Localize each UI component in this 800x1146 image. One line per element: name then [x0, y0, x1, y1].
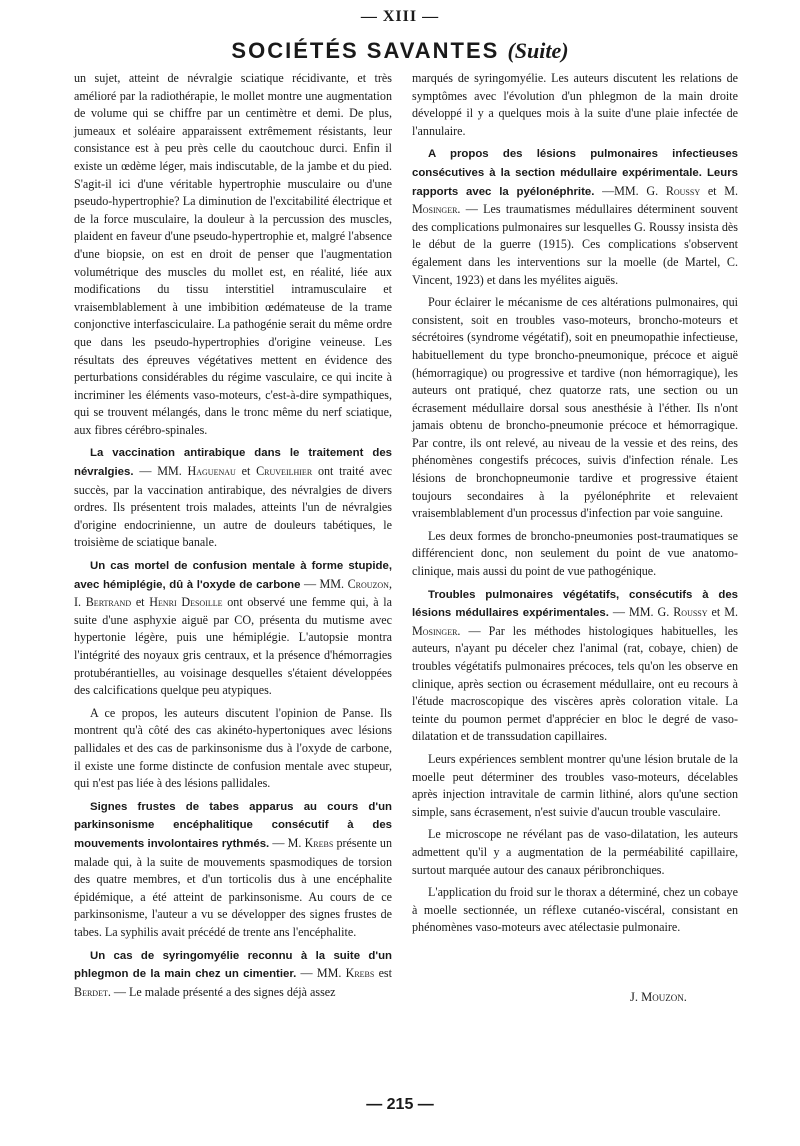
- article-title: La vaccination antirabique dans le traitement des névralgies.: [74, 447, 392, 479]
- author: Henri Desoille: [149, 595, 223, 610]
- author: Cruveilhier: [256, 464, 313, 479]
- signature: J. Mouzon.: [630, 990, 687, 1004]
- article-title: A propos des lésions pulmonaires infectieuses consécutives à la section médullaire expérimentale. Leurs rapports avec la pyélonéphrite.: [412, 148, 738, 198]
- section-number: — XIII —: [360, 8, 440, 25]
- author: Mosinger: [412, 202, 458, 217]
- paragraph: Leurs expériences semblent montrer qu'une lésion brutale de la moelle peut déterminer des troubles vaso-moteurs, décelables après injection intravitale de carmin lithiné, alors qu'une section simple, sans écrasement, n'est suivie d'aucun trouble vasculaire.: [412, 751, 738, 819]
- author: G. Roussy: [646, 183, 701, 198]
- article: Un cas de syringomyélie reconnu à la suite d'un phlegmon de la main chez un cimentier. — MM. Krebs est Berdet. — Le malade présenté a des signes déjà assez: [74, 949, 392, 999]
- page-number: — 215 —: [366, 1096, 434, 1113]
- author: Krebs: [345, 966, 375, 981]
- author: Berdet: [74, 984, 108, 999]
- author: Mosinger: [412, 623, 458, 638]
- paragraph: marqués de syringomyélie. Les auteurs discutent les relations de symptômes avec l'évolution d'un phlegmon de la main droite développé il y a quelques mois à la suite d'une plaie infectée de l'annulaire.: [412, 71, 738, 138]
- article: Un cas mortel de confusion mentale à forme stupide, avec hémiplégie, dû à l'oxyde de carbone — MM. Crouzon, I. Bertrand et Henri Desoille ont observé une femme qui, à la suite d'une asphyxie aiguë par CO, présenta du mutisme avec hypertonie légère, puis une hémiplégie. L'autopsie montra l'intégrité des noyaux gris centraux, et la présence d'hémorragies protubérantielles, au voisinage desquelles s'étaient développées des calcifications quelque peu atypiques.: [74, 560, 393, 698]
- article: Troubles pulmonaires végétatifs, consécutifs à des lésions médullaires expérimentales. — MM. G. Roussy et M. Mosinger. — Par les méthodes histologiques habituelles, les auteurs, n'ayant pu déceler chez l'animal (rat, cobaye, chien) de troubles végétatifs pulmonaires précoces, tels qu'on les observe en clinique, après section ou écrasement médullaire, ont eu recours à l'étude macroscopique des viscères après coloration vitale. La teinte du poumon permet d'apprécier en bloc le degré de vaso-dilatation et de transsudation capillaires.: [412, 588, 739, 744]
- article-title: Signes frustes de tabes apparus au cours d'un parkinsonisme encéphalitique consécutif à des mouvements involontaires rythmés.: [74, 800, 392, 850]
- page-title: [0, 38, 800, 64]
- paragraph: Le microscope ne révélant pas de vaso-dilatation, les auteurs admettent qu'il y a augmentation de la perméabilité capillaire, surtout marquée autour des canaux péribronchiques.: [412, 827, 738, 877]
- page-title-suite: (Suite): [507, 38, 569, 63]
- author: Haguenau: [187, 464, 236, 479]
- author: Crouzon, I. Bertrand: [74, 576, 392, 610]
- paragraph: un sujet, atteint de névralgie sciatique récidivante, et très amélioré par la radiothérapie, le mollet montre une augmentation de volume qui se chiffre par un centimètre et demi. De plus, jumeaux et soléaire apparaissent extrêmement résistants, leur consistance est à peu près celle du caoutchouc durci. Enfin il existe un œdème léger, mais indiscutable, de la jambe et du pied. S'agit-il ici d'une véritable hypertrophie musculaire ou d'une pseudo-hypertrophie? La diminution de l'excitabilité électrique et de la force musculaire, la douleur à la percussion des muscles, plaident en faveur d'une pseudo-hypertrophie et, malgré l'absence d'une biopsie, on est en droit de penser que l'augmentation volumétrique des muscles du mollet est, en réalité, liée aux modifications du tissu interstitiel intramusculaire et vraisemblablement à une imbibition œdémateuse de la trame conjonctive interfasciculaire. La pathogénie serait du même ordre que dans les pseudo-hypertrophies d'origine veineuse. Les résultats des épreuves végétatives mettent en évidence des perturbations considérables du régime vasculaire, ce qui incite à incriminer les éléments vaso-moteurs, c'est-à-dire sympathiques, qui se trouvent mélangés, dans le tronc même du nerf sciatique, aux fibres cérébro-spinales.: [74, 71, 392, 437]
- article: A propos des lésions pulmonaires infectieuses consécutives à la section médullaire expérimentale. Leurs rapports avec la pyélonéphrite. —MM. G. Roussy et M. Mosinger. — Les traumatismes médullaires déterminent souvent des complications pulmonaires sur lesquelles G. Roussy insista dès le début de la guerre (1915). Ces complications s'observent également dans les interventions sur la moelle (de Martel, C. Vincent, 1923) et dans les myélites aiguës.: [412, 148, 739, 287]
- page-title-text: SOCIÉTÉS SAVANTES: [231, 38, 500, 63]
- left-column: [74, 70, 392, 1001]
- article: La vaccination antirabique dans le traitement des névralgies. — MM. Haguenau et Cruveilhier ont traité avec succès, par la vaccination antirabique, des névralgies de divers ordres. Ils présentent trois malades, atteints l'un de névralgies d'origine endocrinienne, un autre de douleurs tabétiques, le troisième de sciatique banale.: [74, 447, 392, 550]
- article-title: Un cas mortel de confusion mentale à forme stupide, avec hémiplégie, dû à l'oxyde de carbone: [74, 560, 392, 591]
- author: Krebs: [304, 835, 334, 850]
- article: Signes frustes de tabes apparus au cours d'un parkinsonisme encéphalitique consécutif à des mouvements involontaires rythmés. — M. Krebs présente un malade qui, à la suite de mouvements spasmodiques de torsion des quatre membres, et d'un torticolis dus à une encéphalite épidémique, a été atteint de parkinsonisme. Au cours de ce parkinsonisme, l'auteur a vu se développer des signes frustes de tabes. La syphilis avait précédé de trente ans l'encéphalite.: [74, 800, 392, 939]
- article-title: Troubles pulmonaires végétatifs, consécutifs à des lésions médullaires expérimentales.: [412, 588, 738, 620]
- right-column: [412, 70, 738, 937]
- article-title: Un cas de syringomyélie reconnu à la suite d'un phlegmon de la main chez un cimentier.: [74, 949, 392, 981]
- paragraph: L'application du froid sur le thorax a déterminé, chez un cobaye à moelle sectionnée, un réflexe cutanéo-viscéral, consistant en phénomènes vaso-moteurs avec atélectasie pulmonaire.: [412, 885, 738, 935]
- paragraph: A ce propos, les auteurs discutent l'opinion de Panse. Ils montrent qu'à côté des cas akinéto-hypertoniques avec lésions pallidales et des cas de parkinsonisme dus à l'oxyde de carbone, il existe une forme distincte de confusion mentale avec stupeur, qui n'est pas liée à des lésions pallidales.: [74, 705, 392, 791]
- paragraph: Les deux formes de broncho-pneumonies post-traumatiques se différencient donc, non seulement du point de vue anatomo-clinique, mais aussi du point de vue pathogénique.: [412, 528, 738, 579]
- author: G. Roussy: [657, 605, 708, 620]
- paragraph: Pour éclairer le mécanisme de ces altérations pulmonaires, qui consistent, soit en troubles vaso-moteurs, broncho-moteurs et sécrétoires (syndrome végétatif), soit en pneumopathie infectieuse, habituellement du type broncho-pneumonique, précoce et aiguë (hémorragique) ou progressive et tardive (non hémorragique), les auteurs ont pratiqué, chez quatorze rats, une section ou un écrasement médullaire dorsal sous anesthésie à l'éther. Ils n'ont jamais obtenu de broncho-pneumonie précoce et hémorragique. Par contre, ils ont relevé, au niveau de la vessie et des reins, des phénomènes congestifs précoces, suivis d'infection rénale. Les lésions de bronchopneumonie tardive et progressive étaient toujours secondaires à la pyélonéphrite et relevaient vraisemblablement d'un processus d'infection par voie sanguine.: [412, 295, 738, 521]
